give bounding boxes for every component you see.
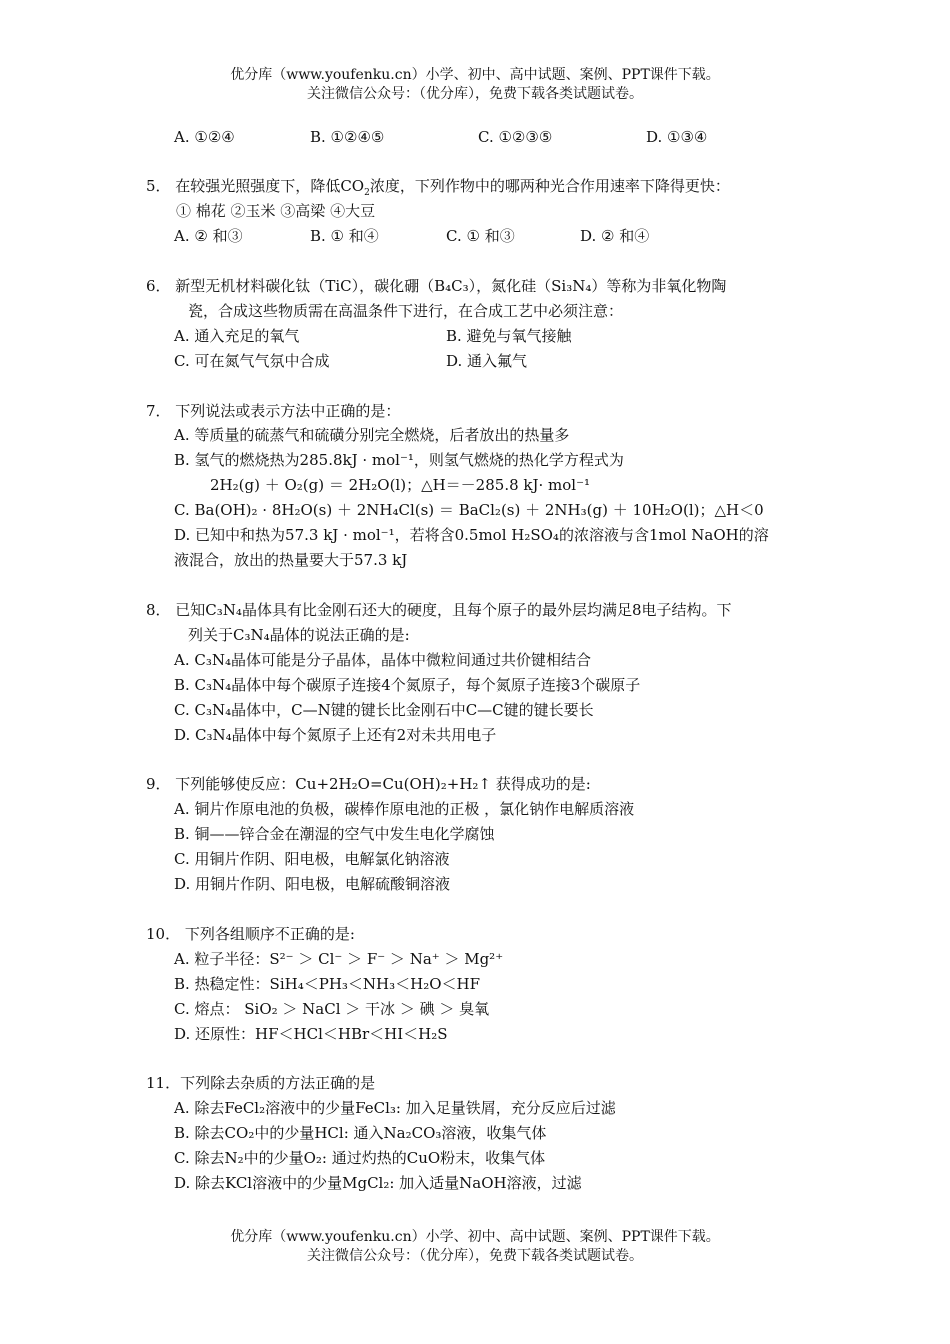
q11-option-a: A. 除去FeCl₂溶液中的少量FeCl₃: 加入足量铁屑，充分反应后过滤 xyxy=(174,1099,616,1117)
q4-option-d: D. ①③④ xyxy=(646,128,708,146)
q5-subscript: 2 xyxy=(364,188,370,198)
q11-option-b: B. 除去CO₂中的少量HCl: 通入Na₂CO₃溶液，收集气体 xyxy=(174,1124,547,1142)
q6-option-a: A. 通入充足的氧气 xyxy=(174,327,300,345)
q10-stem: 10． 下列各组顺序不正确的是: xyxy=(146,925,355,943)
q5-option-d: D. ② 和④ xyxy=(580,227,650,245)
page-header xyxy=(0,66,950,104)
q5-stem-a: 5． 在较强光照强度下，降低CO xyxy=(146,177,365,195)
q9-option-a: A. 铜片作原电池的负极，碳棒作原电池的正极 ，氯化钠作电解质溶液 xyxy=(174,800,635,818)
footer-line-1: 优分库（www.youfenku.cn）小学、初中、高中试题、案例、PPT课件下载。 xyxy=(230,1229,720,1245)
q6-option-b: B. 避免与氧气接触 xyxy=(446,327,572,345)
q6-option-d: D. 通入氟气 xyxy=(446,352,528,370)
q8-option-b: B. C₃N₄晶体中每个碳原子连接4个氮原子，每个氮原子连接3个碳原子 xyxy=(174,676,641,694)
q9-stem: 9． 下列能够使反应：Cu+2H₂O=Cu(OH)₂+H₂↑ 获得成功的是: xyxy=(146,775,591,793)
q4-option-a: A. ①②④ xyxy=(174,128,235,146)
q8-stem-line-1: 8． 已知C₃N₄晶体具有比金刚石还大的硬度，且每个原子的最外层均满足8电子结构。下 xyxy=(146,601,732,619)
q6-option-c: C. 可在氮气气氛中合成 xyxy=(174,352,330,370)
page-footer xyxy=(0,1228,950,1266)
q7-option-a: A. 等质量的硫蒸气和硫磺分别完全燃烧，后者放出的热量多 xyxy=(174,426,570,444)
q11-option-c: C. 除去N₂中的少量O₂: 通过灼热的CuO粉末，收集气体 xyxy=(174,1149,546,1167)
q7-stem: 7． 下列说法或表示方法中正确的是： xyxy=(146,402,401,420)
q10-option-b: B. 热稳定性：SiH₄＜PH₃＜NH₃＜H₂O＜HF xyxy=(174,975,481,993)
q7-option-d-line-1: D. 已知中和热为57.3 kJ · mol⁻¹，若将含0.5mol H₂SO₄的浓溶液与含1mol NaOH的溶 xyxy=(174,526,769,544)
q7-option-b-line-1: B. 氢气的燃烧热为285.8kJ · mol⁻¹，则氢气燃烧的热化学方程式为 xyxy=(174,451,624,469)
q10-option-c: C. 熔点： SiO₂ ＞ NaCl ＞ 干冰 ＞ 碘 ＞ 臭氧 xyxy=(174,1000,490,1018)
header-line-1: 优分库（www.youfenku.cn）小学、初中、高中试题、案例、PPT课件下载。 xyxy=(230,67,720,83)
q8-option-d: D. C₃N₄晶体中每个氮原子上还有2对未共用电子 xyxy=(174,726,497,744)
q5-option-b: B. ① 和④ xyxy=(310,227,379,245)
q7-option-b-equation: 2H₂(g) ＋ O₂(g) ＝ 2H₂O(l)；△H＝－285.8 kJ· mol⁻¹ xyxy=(210,476,591,494)
q5-stem xyxy=(146,176,730,196)
q11-option-d: D. 除去KCl溶液中的少量MgCl₂: 加入适量NaOH溶液，过滤 xyxy=(174,1174,582,1192)
q9-option-b: B. 铜——锌合金在潮湿的空气中发生电化学腐蚀 xyxy=(174,825,495,843)
q4-option-b: B. ①②④⑤ xyxy=(310,128,385,146)
header-line-2: 关注微信公众号：（优分库），免费下载各类试题试卷。 xyxy=(307,86,643,102)
q8-option-c: C. C₃N₄晶体中，C—N键的键长比金刚石中C—C键的键长要长 xyxy=(174,701,594,719)
q5-stem-b: 浓度，下列作物中的哪两种光合作用速率下降得更快： xyxy=(369,177,730,195)
q10-option-d: D. 还原性：HF＜HCl＜HBr＜HI＜H₂S xyxy=(174,1025,448,1043)
q9-option-d: D. 用铜片作阴、阳电极，电解硫酸铜溶液 xyxy=(174,875,451,893)
q11-stem: 11．下列除去杂质的方法正确的是 xyxy=(146,1074,376,1092)
q5-crops: ① 棉花 ②玉米 ③高梁 ④大豆 xyxy=(176,202,376,220)
q5-option-a: A. ② 和③ xyxy=(174,227,243,245)
q9-option-c: C. 用铜片作阴、阳电极，电解氯化钠溶液 xyxy=(174,850,450,868)
q6-stem-line-2: 瓷，合成这些物质需在高温条件下进行，在合成工艺中必须注意： xyxy=(188,302,624,320)
q7-option-c: C. Ba(OH)₂ · 8H₂O(s) ＋ 2NH₄Cl(s) ＝ BaCl₂(s) ＋ 2NH₃(g) ＋ 10H₂O(l)；△H＜0 xyxy=(174,501,764,519)
q8-option-a: A. C₃N₄晶体可能是分子晶体，晶体中微粒间通过共价键相结合 xyxy=(174,651,591,669)
q5-option-c: C. ① 和③ xyxy=(446,227,515,245)
q6-stem-line-1: 6． 新型无机材料碳化钛（TiC），碳化硼（B₄C₃），氮化硅（Si₃N₄）等称为非氧化物陶 xyxy=(146,277,727,295)
q8-stem-line-2: 列关于C₃N₄晶体的说法正确的是: xyxy=(188,626,410,644)
q4-option-c: C. ①②③⑤ xyxy=(478,128,553,146)
footer-line-2: 关注微信公众号：（优分库），免费下载各类试题试卷。 xyxy=(307,1248,643,1264)
q7-option-d-line-2: 液混合，放出的热量要大于57.3 kJ xyxy=(174,551,408,569)
q10-option-a: A. 粒子半径：S²⁻ ＞ Cl⁻ ＞ F⁻ ＞ Na⁺ ＞ Mg²⁺ xyxy=(174,950,504,968)
